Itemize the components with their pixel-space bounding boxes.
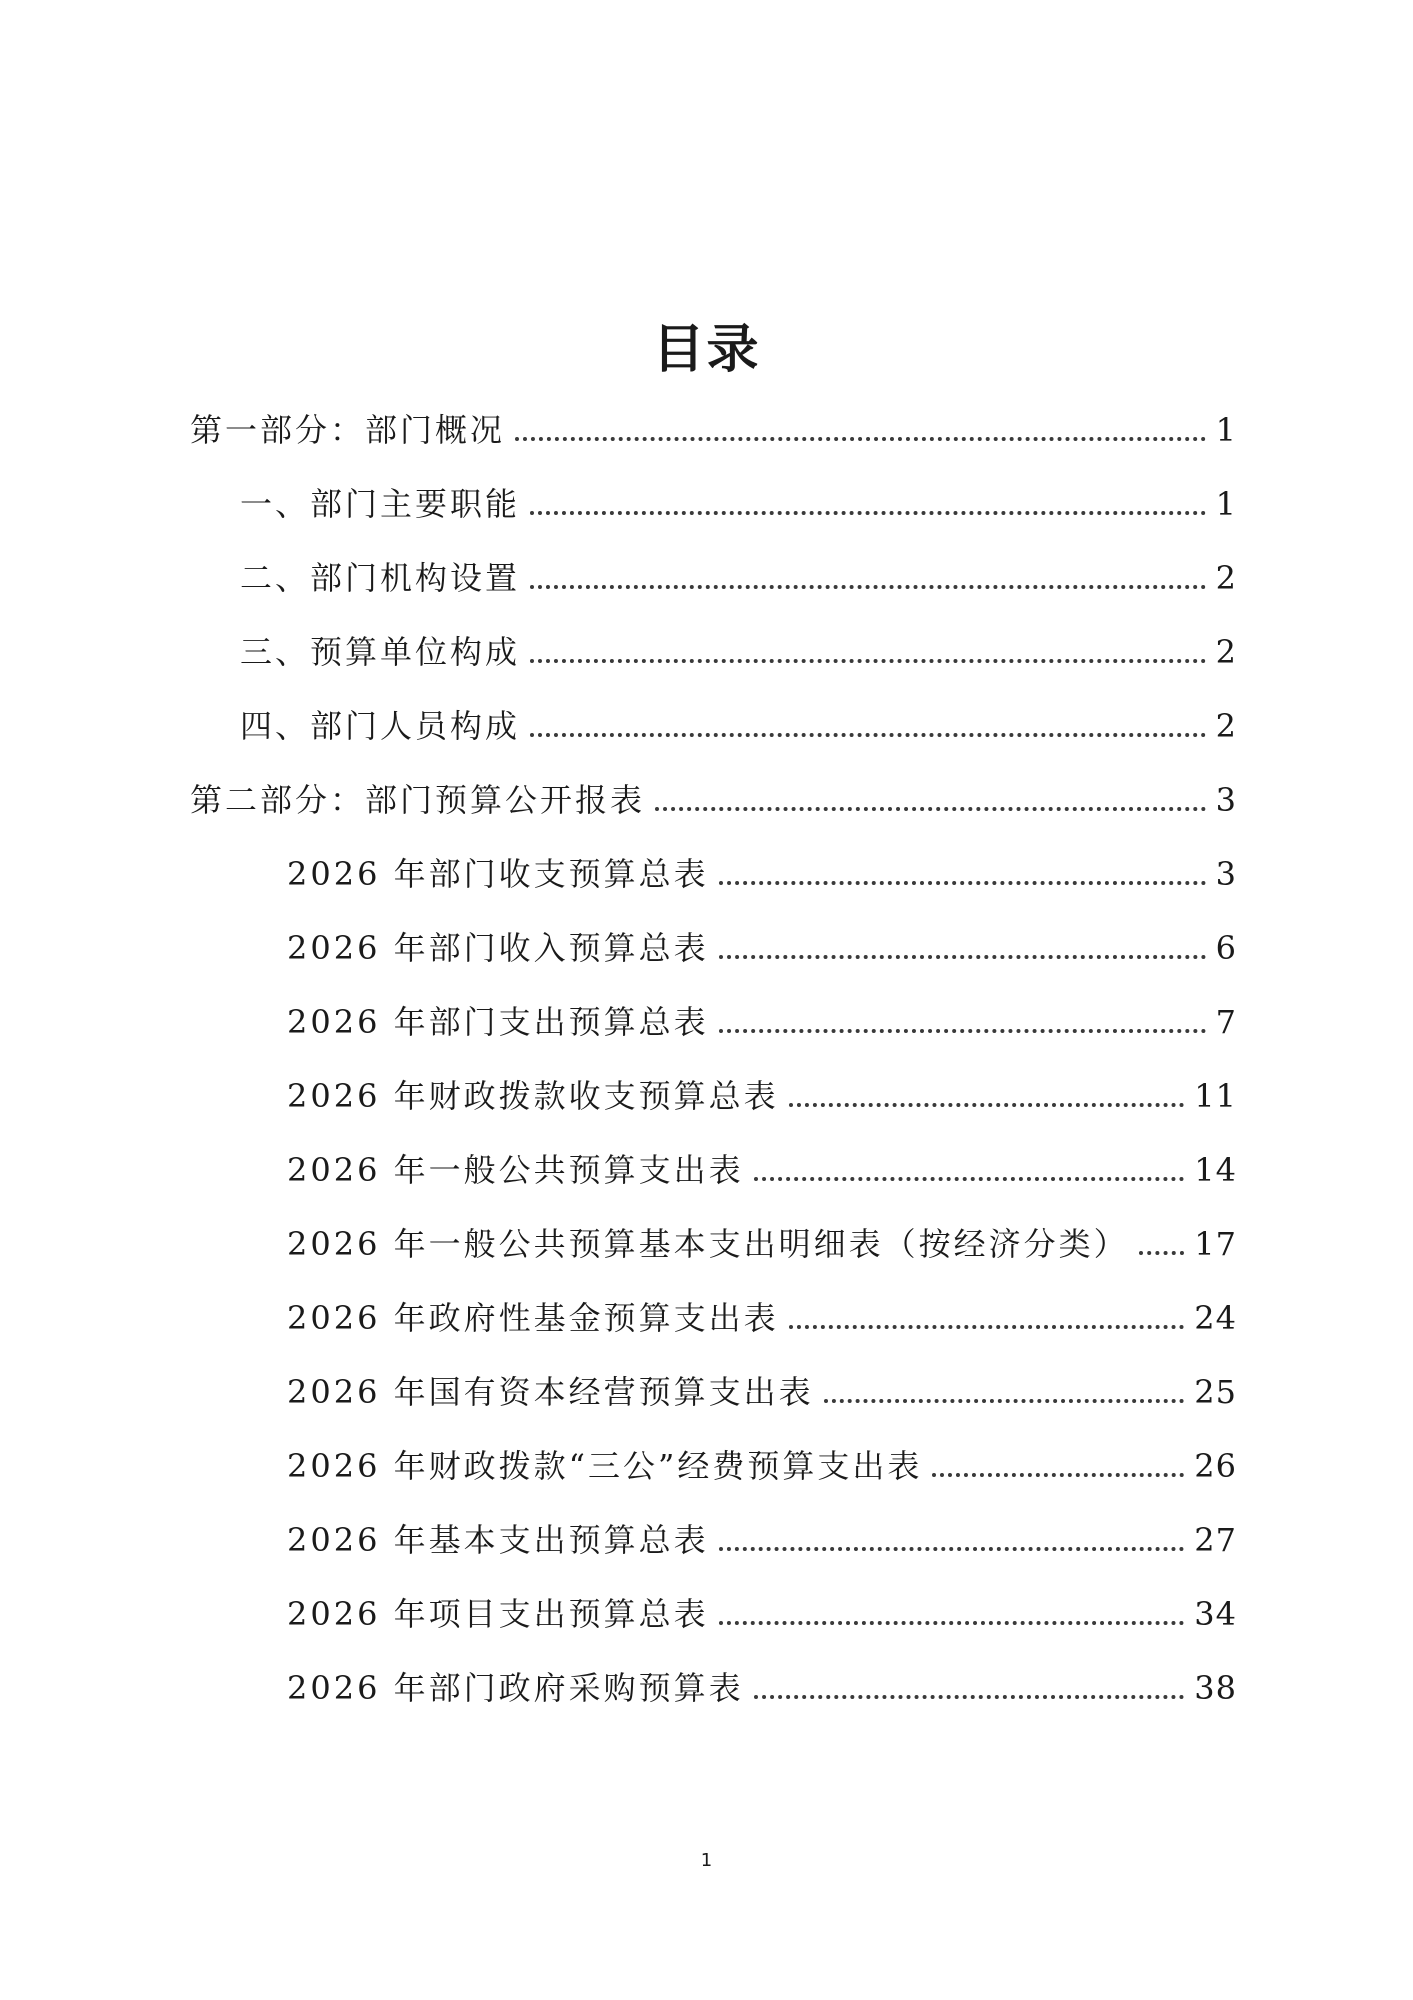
dot-leader [655, 807, 1206, 811]
dot-leader [530, 585, 1206, 589]
toc-entry-page: 3 [1215, 781, 1237, 819]
dot-leader [719, 1621, 1185, 1625]
toc-entry-page: 2 [1215, 633, 1237, 671]
dot-leader [719, 1029, 1206, 1033]
toc-entry-report[interactable] [287, 997, 1237, 1047]
toc-entry-report[interactable] [287, 923, 1237, 973]
toc-entry-page: 24 [1194, 1299, 1237, 1337]
toc-entry-label: 第一部分：部门概况 [190, 411, 506, 449]
toc-entry-part-2[interactable] [190, 775, 1237, 825]
toc-entry-page: 6 [1215, 929, 1237, 967]
toc-entry-part-1[interactable] [190, 405, 1237, 455]
toc-entry-page: 2 [1215, 707, 1237, 745]
toc-entry-label: 2026 年基本支出预算总表 [287, 1521, 709, 1559]
toc-entry-label: 2026 年部门收入预算总表 [287, 929, 709, 967]
toc-entry-page: 38 [1194, 1669, 1237, 1707]
toc-entry-label: 2026 年财政拨款“三公”经费预算支出表 [287, 1447, 923, 1485]
toc-entry-label: 2026 年财政拨款收支预算总表 [287, 1077, 779, 1115]
toc-entry-report[interactable] [287, 1515, 1237, 1565]
toc-entry-report[interactable] [287, 1663, 1237, 1713]
dot-leader [932, 1473, 1184, 1477]
dot-leader [530, 511, 1206, 515]
toc-entry-section-3[interactable] [240, 627, 1237, 677]
dot-leader [754, 1695, 1185, 1699]
toc-entry-label: 2026 年一般公共预算基本支出明细表（按经济分类） [287, 1225, 1129, 1263]
toc-entry-report[interactable] [287, 1367, 1237, 1417]
toc-entry-page: 7 [1215, 1003, 1237, 1041]
toc-entry-page: 14 [1194, 1151, 1237, 1189]
toc-entry-report[interactable] [287, 1293, 1237, 1343]
toc-entry-label: 第二部分：部门预算公开报表 [190, 781, 646, 819]
toc-entry-report[interactable] [287, 1589, 1237, 1639]
toc-entry-label: 一、部门主要职能 [240, 485, 521, 523]
toc-entry-label: 四、部门人员构成 [240, 707, 521, 745]
dot-leader [824, 1399, 1185, 1403]
page-number: 1 [700, 1850, 713, 1871]
dot-leader [530, 659, 1206, 663]
toc-entry-page: 2 [1215, 559, 1237, 597]
toc-entry-label: 2026 年部门政府采购预算表 [287, 1669, 744, 1707]
toc-entry-page: 27 [1194, 1521, 1237, 1559]
toc-entry-report[interactable] [287, 849, 1237, 899]
toc-entry-page: 3 [1215, 855, 1237, 893]
toc-entry-label: 2026 年政府性基金预算支出表 [287, 1299, 779, 1337]
toc-entry-report[interactable] [287, 1145, 1237, 1195]
dot-leader [789, 1325, 1185, 1329]
dot-leader [515, 437, 1206, 441]
toc-entry-label: 2026 年国有资本经营预算支出表 [287, 1373, 814, 1411]
toc-entry-label: 2026 年项目支出预算总表 [287, 1595, 709, 1633]
toc-entry-section-4[interactable] [240, 701, 1237, 751]
toc-entry-page: 1 [1215, 411, 1237, 449]
toc-entry-report[interactable] [287, 1219, 1237, 1269]
toc-entry-label: 2026 年一般公共预算支出表 [287, 1151, 744, 1189]
toc-entry-label: 2026 年部门支出预算总表 [287, 1003, 709, 1041]
dot-leader [789, 1103, 1185, 1107]
toc-entry-page: 25 [1194, 1373, 1237, 1411]
dot-leader [719, 1547, 1185, 1551]
toc-entry-label: 2026 年部门收支预算总表 [287, 855, 709, 893]
toc-entry-section-1[interactable] [240, 479, 1237, 529]
page-title: 目录 [652, 319, 761, 380]
toc-entry-page: 1 [1215, 485, 1237, 523]
dot-leader [719, 881, 1206, 885]
dot-leader [719, 955, 1206, 959]
toc-entry-section-2[interactable] [240, 553, 1237, 603]
toc-entry-page: 34 [1194, 1595, 1237, 1633]
toc-entry-report[interactable] [287, 1071, 1237, 1121]
toc-entry-page: 11 [1194, 1077, 1237, 1115]
dot-leader [754, 1177, 1185, 1181]
dot-leader [530, 733, 1206, 737]
toc-entry-page: 17 [1194, 1225, 1237, 1263]
toc-entry-report[interactable] [287, 1441, 1237, 1491]
toc-entry-page: 26 [1194, 1447, 1237, 1485]
dot-leader [1139, 1251, 1185, 1255]
toc-entry-label: 三、预算单位构成 [240, 633, 521, 671]
toc-entry-label: 二、部门机构设置 [240, 559, 521, 597]
